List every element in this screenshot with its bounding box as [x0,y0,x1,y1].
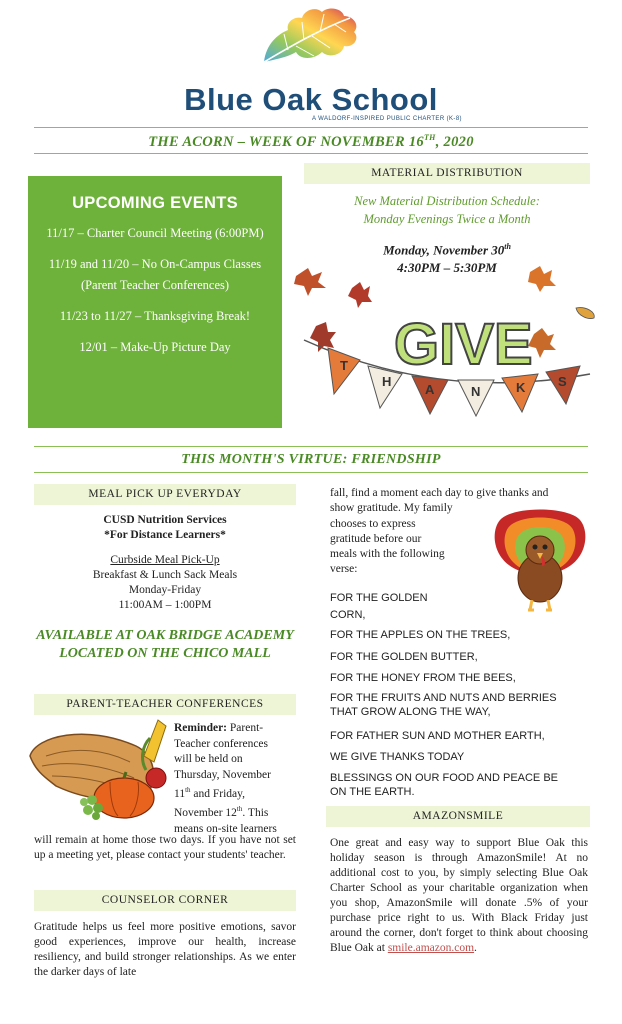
newsletter-title: THE ACORN – WEEK OF NOVEMBER 16TH, 2020 [148,133,474,150]
meal-location: AVAILABLE AT OAK BRIDGE ACADEMY LOCATED ON THE CHICO MALL [36,628,294,661]
virtue-divider-bottom [34,472,588,473]
verse-line: FOR THE GOLDEN [330,592,428,604]
counselor-corner-text: Gratitude helps us feel more positive emotions, savor good experiences, improve our health, increase resiliency, and build stronger relationships. As we enter the darker days of late [34,921,296,978]
pennant-letter: H [382,374,392,389]
give-thanks-banner-icon [290,262,610,440]
header-divider [34,127,588,128]
conferences-reminder-column: Reminder: Parent- Teacher conferences will be held on Thursday, November 11th and Friday, November 12th. This means on-site learners [174,722,277,835]
counselor-corner-header: COUNSELOR CORNER [34,890,296,911]
verse-line: FOR THE HONEY FROM THE BEES, [330,672,516,684]
material-date: Monday, November 30th 4:30PM – 5:30PM [383,242,511,276]
event-item: 11/17 – Charter Council Meeting (6:00PM) [46,226,264,240]
gratitude-intro-column: chooses to express gratitude before our meals with the following verse: [330,518,445,575]
conferences-header: PARENT-TEACHER CONFERENCES [34,694,296,715]
title-divider [34,153,588,154]
event-item: 11/19 and 11/20 – No On-Campus Classes (Parent Teacher Conferences) [48,257,262,292]
cornucopia-icon [26,716,172,820]
gratitude-intro-top: fall, find a moment each day to give thanks and show gratitude. My family [330,487,549,514]
upcoming-events-box [28,176,282,428]
meal-pickup-header: MEAL PICK UP EVERYDAY [34,484,296,505]
pennant-letter: S [558,374,567,389]
pennant-letter: T [340,358,348,373]
verse-line: FOR THE APPLES ON THE TREES, [330,629,511,641]
school-logo-leaf-icon [258,4,364,68]
verse-line: BLESSINGS ON OUR FOOD AND PEACE BE ON THE EARTH. [330,772,558,798]
conferences-reminder-text: will remain at home those two days. If you have not set up a meeting yet, please contact your students' teacher. [34,834,296,861]
virtue-divider-top [34,446,588,447]
verse-line: FOR FATHER SUN AND MOTHER EARTH, [330,730,545,742]
verse-line: FOR THE GOLDEN BUTTER, [330,651,478,663]
events-title: UPCOMING EVENTS [72,194,238,212]
banner-give-text: GIVE [394,312,533,377]
material-schedule-subtitle: New Material Distribution Schedule: Monday Evenings Twice a Month [354,194,540,226]
pennant-letter: N [471,384,481,399]
meal-service-info: CUSD Nutrition Services *For Distance Learners* [103,514,227,541]
pennant-letter: K [516,380,526,395]
amazonsmile-header: AMAZONSMILE [326,806,590,827]
school-name: Blue Oak School [184,82,438,117]
pennant-letter: A [425,382,435,397]
verse-line: WE GIVE THANKS TODAY [330,751,465,763]
event-item: 12/01 – Make-Up Picture Day [79,340,231,354]
verse-line: FOR THE FRUITS AND NUTS AND BERRIES THAT GROW ALONG THE WAY, [330,692,557,718]
amazonsmile-link[interactable]: smile.amazon.com [387,942,475,954]
event-item: 11/23 to 11/27 – Thanksgiving Break! [59,309,251,323]
verse-line: CORN, [330,609,366,621]
turkey-icon [484,504,596,616]
material-distribution-header: MATERIAL DISTRIBUTION [304,163,590,184]
monthly-virtue: THIS MONTH'S VIRTUE: FRIENDSHIP [181,452,441,467]
amazonsmile-text: One great and easy way to support Blue Oak this holiday season is through AmazonSmile! At no additional cost to you, by simply selecting Blue Oak Charter School as your charitable organization when you shop, AmazonSmile will donate .5% of your purchase price right to us. With Black Friday just around the corner, don't forget to think about choosing Blue Oak at smile.amazon.com. [330,837,588,954]
meal-schedule: Curbside Meal Pick-Up Breakfast & Lunch Sack Meals Monday-Friday 11:00AM – 1:00PM [92,554,238,611]
school-tagline: A WALDORF-INSPIRED PUBLIC CHARTER (K-8) [312,116,462,122]
